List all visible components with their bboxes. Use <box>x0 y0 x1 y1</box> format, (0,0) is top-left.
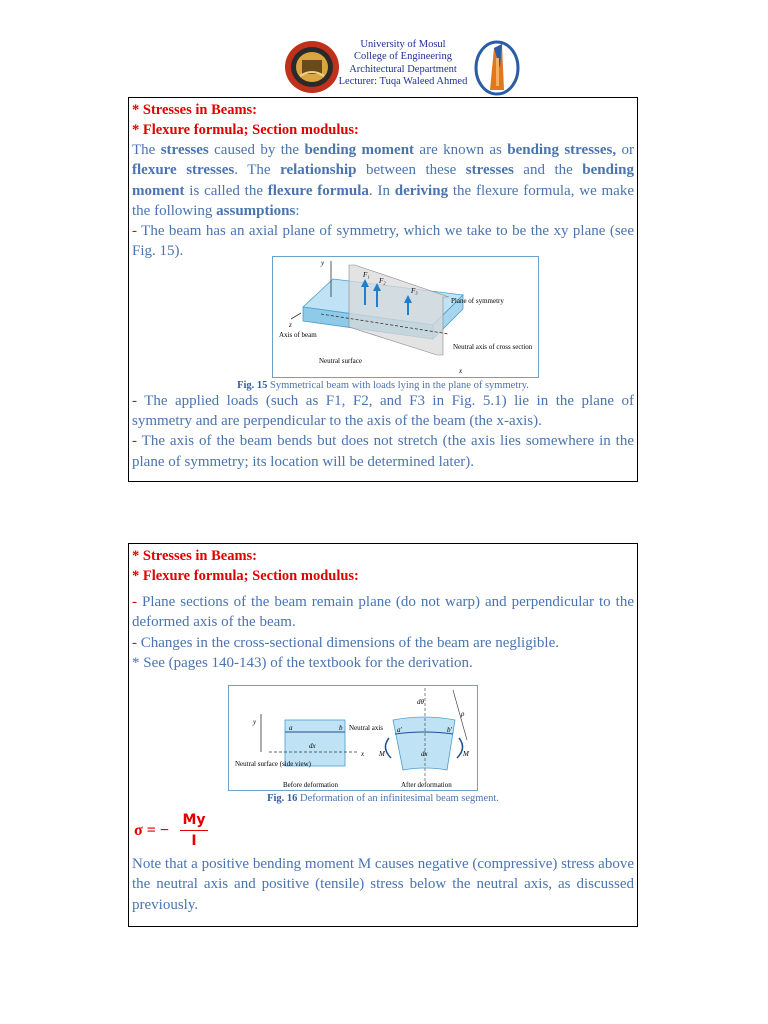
deformation-diagram <box>229 686 477 790</box>
slide-1 <box>128 97 638 482</box>
slide2-title-flexure: * Flexure formula; Section modulus: <box>132 568 359 584</box>
label-rho: ρ <box>461 710 465 719</box>
header-department: Architectural Department <box>349 63 457 75</box>
slide2-bullet-1 <box>132 592 634 633</box>
bullet-text: Changes in the cross-sectional dimensions of the beam are negligible. <box>137 634 559 651</box>
text-run: the flexure formula, we make the following <box>132 182 634 219</box>
label-a-prime: a' <box>397 726 402 735</box>
label-f2: F₂ <box>379 276 386 285</box>
caption-text: Deformation of an infinitesimal beam segment. <box>297 793 499 805</box>
text-run: is called the <box>184 182 268 199</box>
figure-15 <box>272 256 539 378</box>
text-run: and the <box>513 162 583 179</box>
figure-16 <box>228 685 478 791</box>
caption-label: Fig. 15 <box>237 379 268 391</box>
label-y: y <box>321 258 325 267</box>
figure-16-caption <box>132 793 634 804</box>
bullet-text: The axis of the beam bends but does not stretch (the axis lies somewhere in the plane of symmetry; its location will be determined later). <box>132 433 634 470</box>
label-dtheta: dθ <box>417 698 424 707</box>
label-m-left: M <box>379 750 385 759</box>
label-x: x <box>361 750 365 759</box>
header-college: College of Engineering <box>354 51 452 63</box>
slide1-bullet-3 <box>132 431 634 472</box>
header-text <box>330 39 476 88</box>
page-header <box>282 38 522 94</box>
label-a: a <box>289 724 293 733</box>
label-x: x <box>459 366 463 375</box>
label-y: y <box>253 718 257 727</box>
formula-fraction <box>180 810 208 851</box>
label-before-deformation: Before deformation <box>283 781 339 790</box>
bold-term: flexure formula <box>267 182 369 199</box>
bold-term: assumptions <box>216 202 296 219</box>
label-b-prime: b' <box>447 726 452 735</box>
slide2-note: * See (pages 140-143) of the textbook for the derivation. <box>132 654 473 671</box>
label-neutral-surface: Neutral surface (side view) <box>235 760 311 769</box>
label-neutral-surface: Neutral surface <box>319 356 362 365</box>
label-axis-of-beam: Axis of beam <box>279 330 317 339</box>
dash-marker: - <box>132 594 137 610</box>
figure-15-caption <box>132 380 634 391</box>
bold-term: stresses <box>160 142 209 158</box>
label-dx-after: dx <box>421 750 428 759</box>
label-m-right: M <box>463 750 469 759</box>
caption-text: Symmetrical beam with loads lying in the plane of symmetry. <box>267 379 529 391</box>
bullet-text: Plane sections of the beam remain plane (do not warp) and perpendicular to the deformed axis of the beam. <box>132 594 634 631</box>
bold-term: deriving <box>394 182 449 199</box>
label-f1: F₁ <box>363 270 370 279</box>
text-run: The <box>132 142 161 158</box>
dash-marker: - <box>132 634 137 651</box>
label-f3: F₃ <box>411 286 418 295</box>
caption-label: Fig. 16 <box>267 793 298 805</box>
department-logo-right <box>472 38 522 96</box>
beam-diagram <box>273 257 538 377</box>
dash-marker: - <box>132 433 137 450</box>
label-after-deformation: After deformation <box>401 781 452 790</box>
text-run: between these <box>356 162 466 179</box>
dash-marker: - <box>132 223 137 240</box>
header-university: University of Mosul <box>360 39 446 50</box>
label-neutral-axis: Neutral axis of cross section <box>453 342 533 351</box>
label-neutral-axis: Neutral axis <box>349 724 384 733</box>
bullet-text: The beam has an axial plane of symmetry, which we take to be the xy plane (see Fig. 15). <box>132 223 634 260</box>
text-run: or <box>616 142 635 158</box>
bullet-text: The applied loads (such as F1, F2, and F3 in Fig. 5.1) lie in the plane of symmetry and are perpendicular to the axis of the beam (the x-axis). <box>132 392 634 430</box>
slide1-intro-paragraph <box>132 140 634 221</box>
bold-term: flexure stresses <box>132 162 235 179</box>
bold-term: bending moment <box>132 162 634 199</box>
label-dx: dx <box>309 742 316 751</box>
text-run: are known as <box>414 142 508 158</box>
slide1-bullet-2 <box>132 391 634 432</box>
text-run: caused by the <box>208 142 305 158</box>
bold-term: bending stresses, <box>507 142 617 158</box>
dash-marker: - <box>132 392 137 409</box>
flexure-formula <box>132 810 634 854</box>
formula-lhs: σ = − <box>134 822 169 840</box>
label-b: b <box>339 724 343 733</box>
slide1-title-stresses: * Stresses in Beams: <box>132 102 257 118</box>
bold-term: bending moment <box>304 142 415 158</box>
label-z: z <box>289 320 292 329</box>
slide-2 <box>128 543 638 927</box>
label-plane-of-symmetry: Plane of symmetry <box>451 296 504 305</box>
text-run: . In <box>368 182 395 199</box>
bold-term: stresses <box>465 162 514 179</box>
slide2-bullet-2 <box>132 633 634 653</box>
formula-numerator: My <box>180 810 208 831</box>
text-run: : <box>295 202 300 219</box>
header-lecturer: Lecturer: Tuqa Waleed Ahmed <box>338 75 468 87</box>
slide2-note-paragraph: Note that a positive bending moment M causes negative (compressive) stress above the neutral axis and positive (tensile) stress below the neutral axis, as discussed previously. <box>132 856 634 913</box>
slide1-title-flexure: * Flexure formula; Section modulus: <box>132 122 359 138</box>
bold-term: relationship <box>280 162 357 179</box>
text-run: . The <box>234 162 281 179</box>
formula-denominator: I <box>191 833 197 850</box>
slide2-title-stresses: * Stresses in Beams: <box>132 548 257 564</box>
